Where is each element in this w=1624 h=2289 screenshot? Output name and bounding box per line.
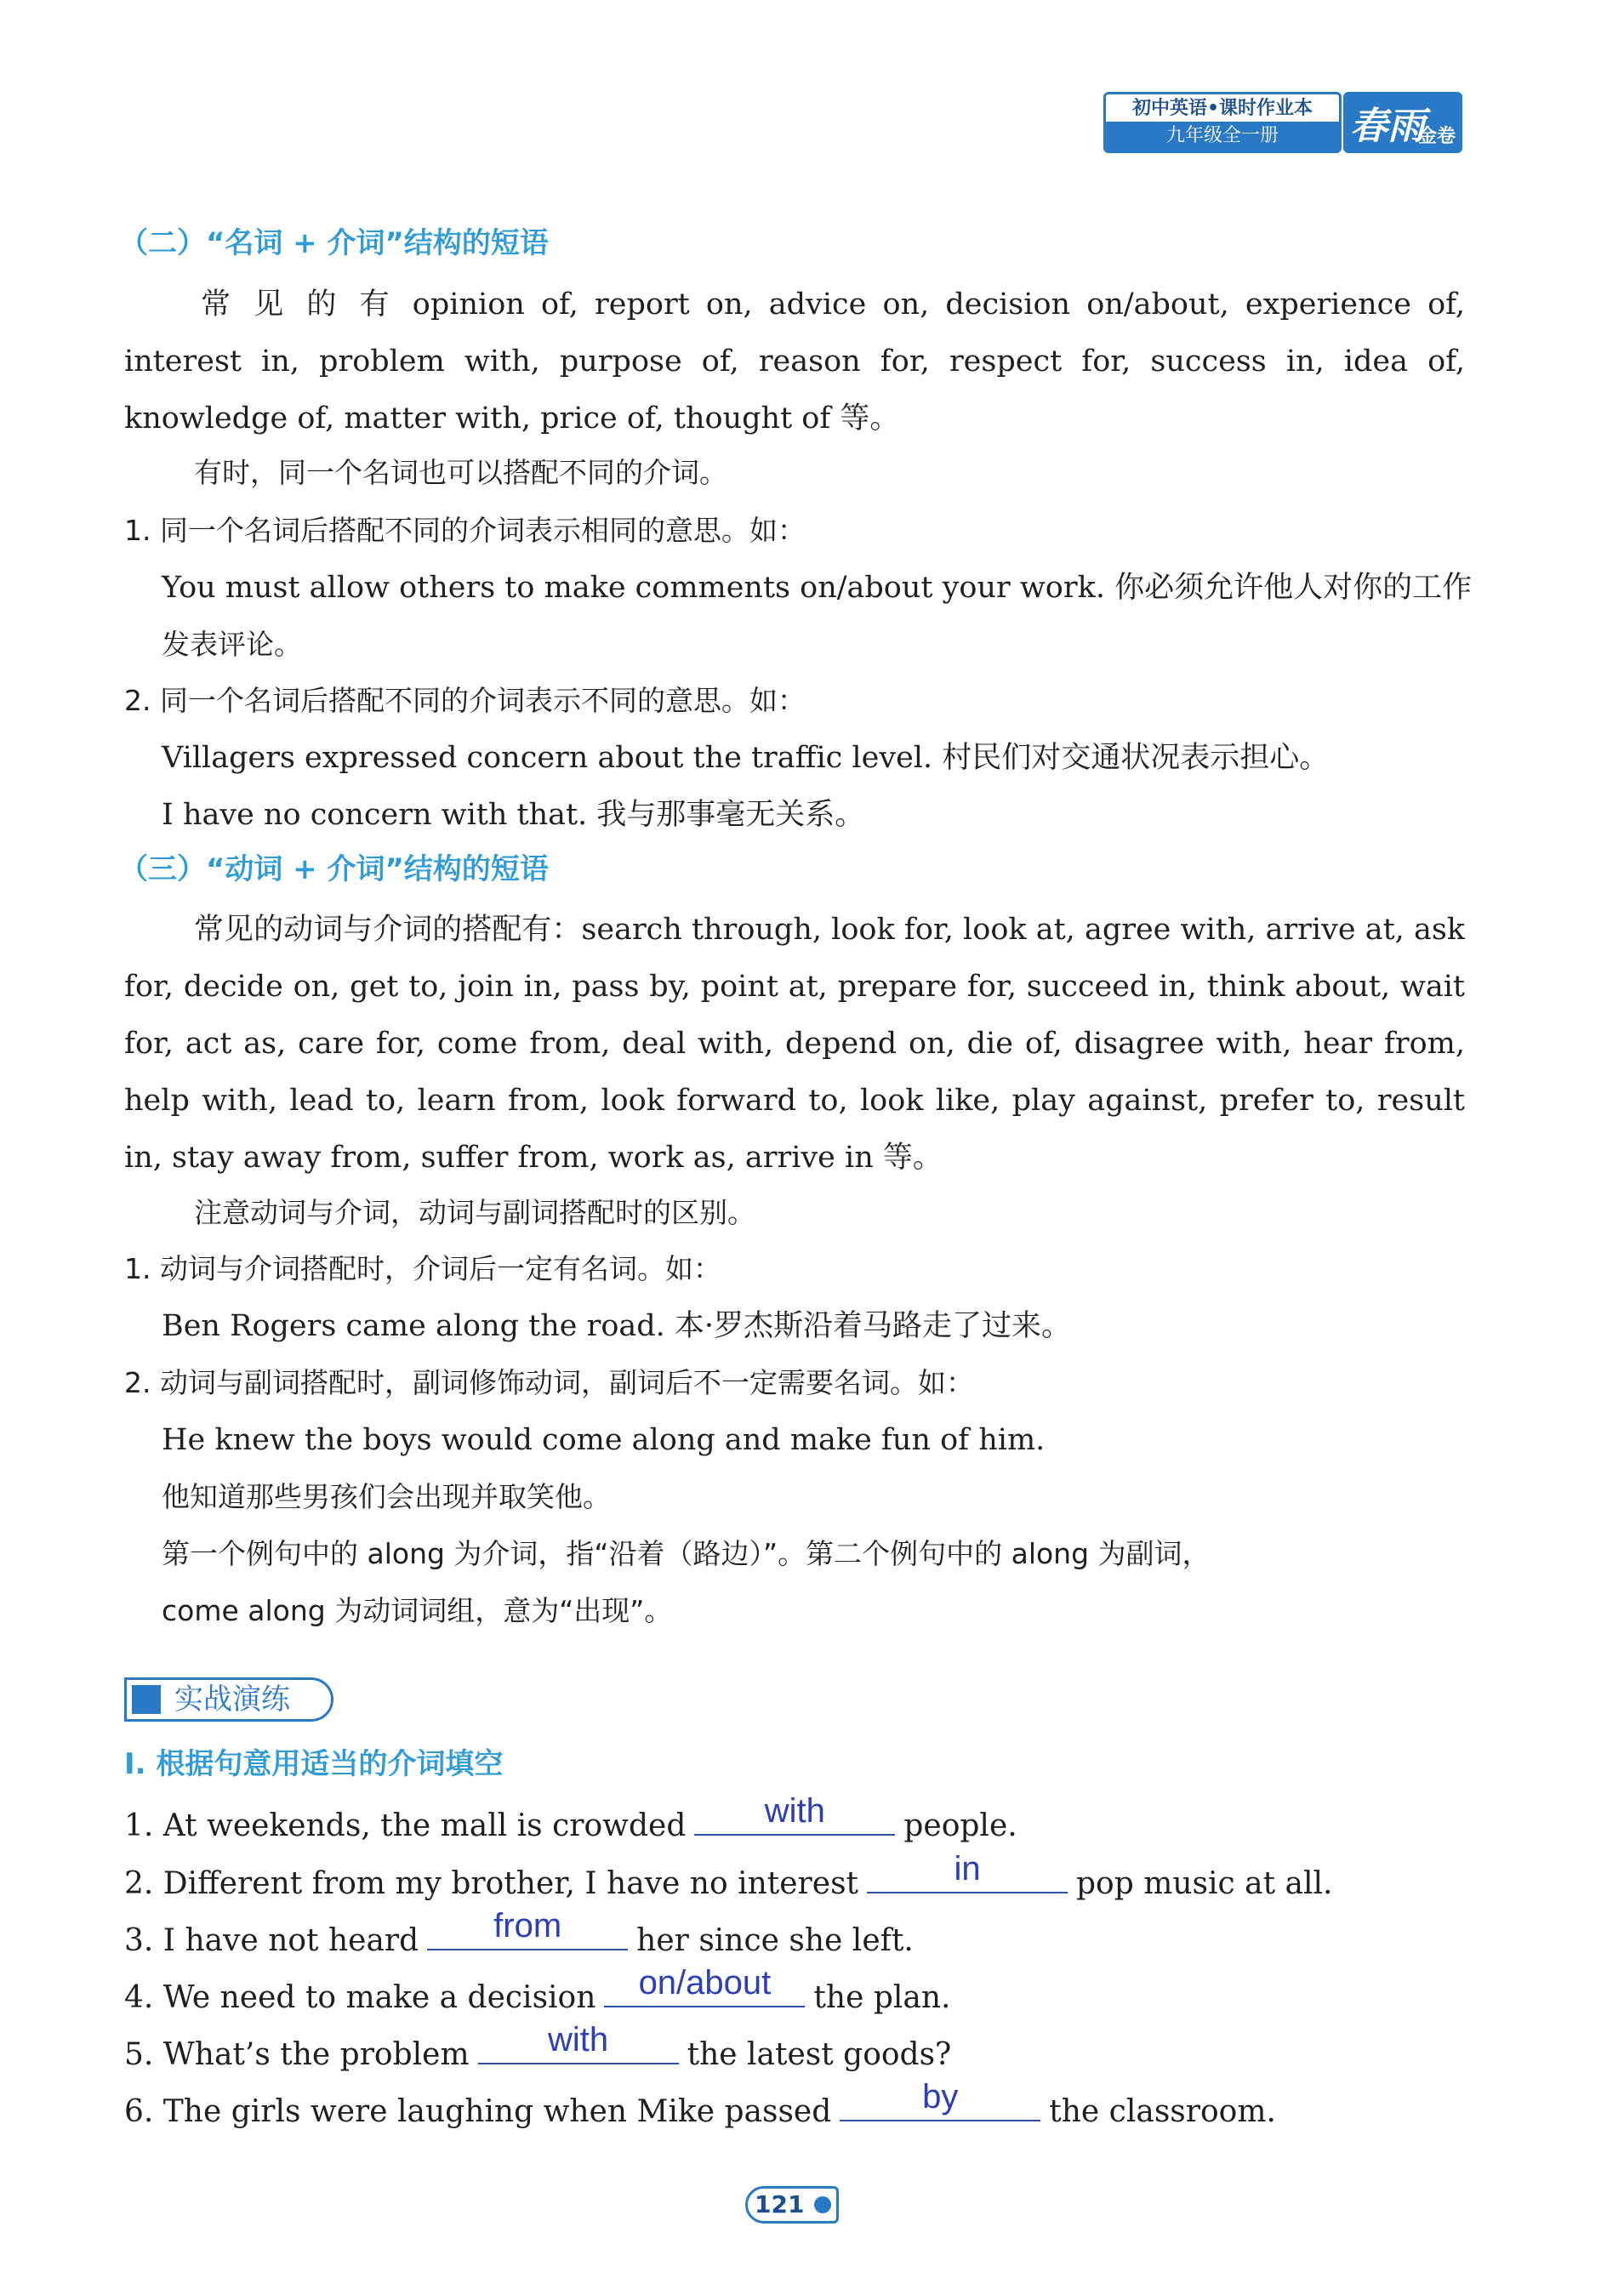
point-line: 2. 同一个名词后搭配不同的介词表示不同的意思。如： (124, 684, 806, 717)
answer-blank[interactable] (867, 1850, 1068, 1893)
exercise-item-3: 3. I have not heard from her since she left. (124, 1911, 914, 1962)
answer-blank[interactable] (604, 1964, 805, 2007)
example-line: 发表评论。 (162, 628, 302, 661)
square-icon (132, 1685, 161, 1714)
page-number: 121 (755, 2190, 805, 2218)
paragraph-text: 常 见 的 有 opinion of, report on, advice on, decision on/about, experience of, interest in, problem with, purpose of, reason for, respect for, success in, idea of, knowledge of, matter with, price of, thought of 等。 (124, 288, 1465, 436)
exercise-title: I. 根据句意用适当的介词填空 (124, 1747, 504, 1781)
exercise-item-1: 1. At weekends, the mall is crowded with people. (124, 1796, 1017, 1848)
example-line: Ben Rogers came along the road. 本·罗杰斯沿着马路走了过来。 (162, 1309, 1072, 1343)
point-line: 1. 同一个名词后搭配不同的介词表示相同的意思。如： (124, 514, 806, 547)
answer-blank[interactable] (427, 1907, 628, 1950)
explanation-line: come along 为动词词组，意为“出现”。 (162, 1594, 673, 1627)
explanation-line: 第一个例句中的 along 为介词，指“沿着（路边）”。第二个例句中的 along 为副词， (162, 1537, 1211, 1570)
brand-sub: 金卷 (1417, 126, 1456, 147)
series-title: 初中英语•课时作业本 (1131, 98, 1313, 119)
handwritten-answer: in (954, 1850, 981, 1888)
grade-label: 九年级全一册 (1106, 122, 1339, 151)
series-title-box (1103, 92, 1342, 153)
practice-tag (124, 1677, 333, 1722)
handwritten-answer: with (764, 1792, 825, 1830)
paragraph-noun-prep-common (124, 276, 1465, 447)
handwritten-answer: by (922, 2078, 959, 2115)
handwritten-answer: on/about (638, 1964, 772, 2001)
exercise-item-6: 6. The girls were laughing when Mike passed by the classroom. (124, 2082, 1276, 2133)
brand-logo (1343, 92, 1462, 153)
exercise-item-2: 2. Different from my brother, I have no interest in pop music at all. (124, 1854, 1332, 1905)
dot-icon (814, 2196, 831, 2213)
point-line: 2. 动词与副词搭配时，副词修饰动词，副词后不一定需要名词。如： (124, 1366, 974, 1399)
section-heading-verb-prep: （三）“动词 + 介词”结构的短语 (119, 852, 549, 886)
note-line: 有时，同一个名词也可以搭配不同的介词。 (194, 456, 727, 489)
note-line: 注意动词与介词，动词与副词搭配时的区别。 (194, 1196, 755, 1229)
handwritten-answer: from (493, 1907, 562, 1945)
example-line: I have no concern with that. 我与那事毫无关系。 (162, 798, 865, 832)
answer-blank[interactable] (694, 1792, 895, 1836)
section-heading-noun-prep: （二）“名词 + 介词”结构的短语 (119, 226, 549, 260)
answer-blank[interactable] (840, 2078, 1040, 2121)
example-line: 他知道那些男孩们会出现并取笑他。 (162, 1480, 611, 1513)
answer-blank[interactable] (478, 2021, 679, 2064)
handwritten-answer: with (548, 2021, 609, 2058)
page-number-badge (745, 2186, 839, 2224)
example-line: You must allow others to make comments on/about your work. 你必须允许他人对你的工作 (162, 571, 1473, 605)
brand-mark: 春雨 (1350, 105, 1425, 148)
exercise-item-4: 4. We need to make a decision on/about the plan. (124, 1968, 950, 2019)
example-line: Villagers expressed concern about the traffic level. 村民们对交通状况表示担心。 (162, 741, 1330, 775)
exercise-item-5: 5. What’s the problem with the latest goods? (124, 2025, 951, 2076)
paragraph-text: 常见的动词与介词的搭配有：search through, look for, look at, agree with, arrive at, ask for, decide on, get to, join in, pass by, point at, prepare for, succeed in, think about, wait for, act as, care for, come from, deal with, depend on, die of, disagree with, hear from, help with, lead to, learn from, look forward to, look like, play against, prefer to, result in, stay away from, suffer from, work as, arrive in 等。 (124, 913, 1465, 1175)
practice-tag-label: 实战演练 (174, 1683, 290, 1717)
point-line: 1. 动词与介词搭配时，介词后一定有名词。如： (124, 1252, 721, 1285)
example-line: He knew the boys would come along and make fun of him. (162, 1423, 1046, 1457)
paragraph-verb-prep-common (124, 902, 1465, 1187)
series-badge (1103, 92, 1462, 153)
